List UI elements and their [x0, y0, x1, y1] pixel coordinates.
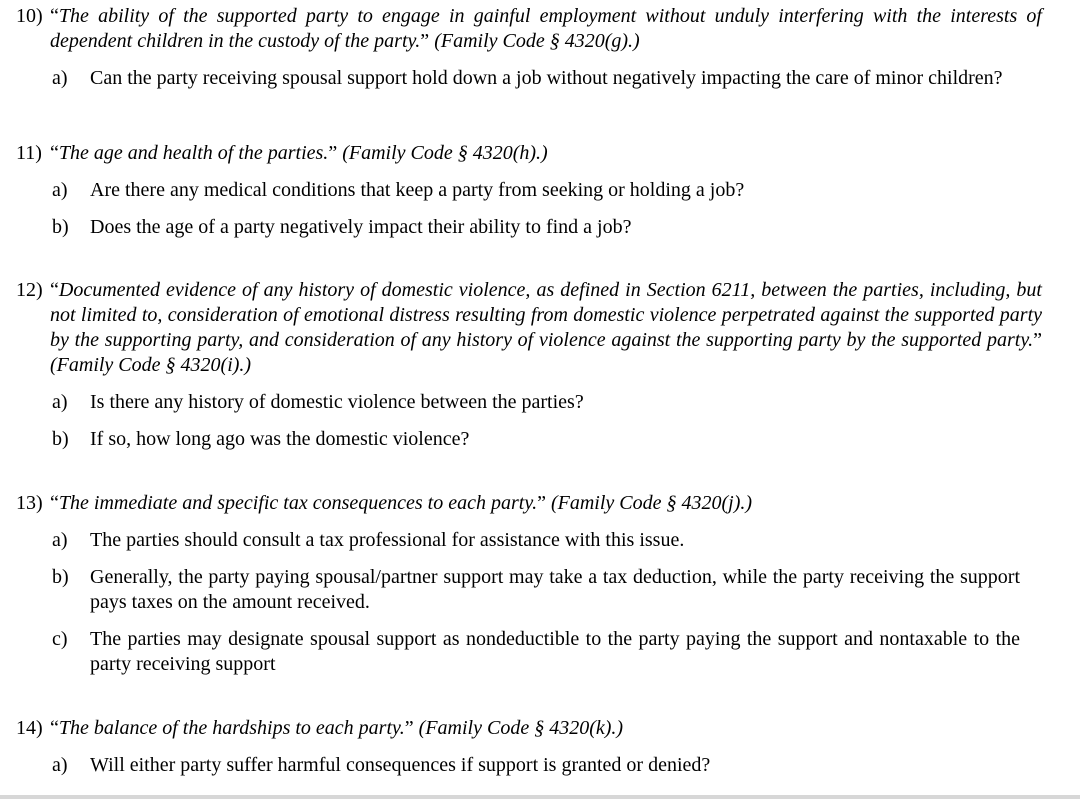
bottom-divider [0, 795, 1080, 799]
sub-letter: a) [52, 391, 68, 413]
sub-letter: a) [52, 67, 68, 89]
item-number: 14) [16, 717, 43, 739]
question-11: 11) “The age and health of the parties.” (Family Code § 4320(h).) [0, 141, 1060, 166]
sub-text: Can the party receiving spousal support hold down a job without negatively impacting the care of minor children? [90, 67, 1003, 89]
statute-citation: (Family Code § 4320(g).) [434, 30, 640, 52]
sub-question-11a [0, 178, 1060, 203]
list-item-10 [0, 4, 1060, 91]
sub-text: Is there any history of domestic violence between the parties? [90, 391, 584, 413]
list-item-13 [0, 491, 1060, 677]
sub-question-12b [0, 427, 1060, 452]
sub-letter: b) [52, 216, 69, 238]
sub-letter: a) [52, 754, 68, 776]
sub-text: The parties may designate spousal support as nondeductible to the party paying the support and nontaxable to the party receiving support [90, 628, 1020, 675]
sub-question-13b [0, 565, 1060, 615]
question-12: 12) “Documented evidence of any history of domestic violence, as defined in Section 6211, between the parties, including, but not limited to, consideration of emotional distress resulting from domestic violence perpetrated against the supported party by the supporting party, and consideration of any history of violence against the supporting party by the supported party.” (Family Code § 4320(i).) [0, 278, 1060, 378]
statute-quote: Documented evidence of any history of domestic violence, as defined in Section 6211, between the parties, including, but not limited to, consideration of emotional distress resulting from domestic violence perpetrated against the supported party by the supporting party, and consideration of any history of violence against the supporting party by the supported party. [50, 279, 1042, 351]
item-number: 12) [16, 279, 43, 301]
sub-question-10a [0, 66, 1060, 91]
statute-citation: (Family Code § 4320(j).) [550, 492, 753, 514]
item-number: 11) [16, 142, 42, 164]
sub-question-12a [0, 390, 1060, 415]
item-number: 13) [16, 492, 43, 514]
sub-letter: b) [52, 566, 69, 588]
sub-letter: a) [52, 529, 68, 551]
statute-quote: The immediate and specific tax consequences to each party. [58, 492, 538, 514]
statute-citation: (Family Code § 4320(k).) [418, 717, 624, 739]
statute-quote: The balance of the hardships to each party. [58, 717, 405, 739]
sub-text: If so, how long ago was the domestic violence? [90, 428, 470, 450]
sub-question-11b [0, 215, 1060, 240]
statute-quote: The age and health of the parties. [58, 142, 329, 164]
sub-text: Does the age of a party negatively impact their ability to find a job? [90, 216, 632, 238]
item-number: 10) [16, 5, 43, 27]
sub-letter: a) [52, 179, 68, 201]
question-13: 13) “The immediate and specific tax consequences to each party.” (Family Code § 4320(j).) [0, 491, 1060, 516]
statute-quote: The ability of the supported party to engage in gainful employment without unduly interfering with the interests of dependent children in the custody of the party. [50, 5, 1042, 52]
sub-text: Will either party suffer harmful consequences if support is granted or denied? [90, 754, 711, 776]
sub-letter: b) [52, 428, 69, 450]
statute-citation: (Family Code § 4320(h).) [342, 142, 548, 164]
sub-question-14a [0, 753, 1060, 778]
sub-letter: c) [52, 628, 68, 650]
sub-text: Are there any medical conditions that keep a party from seeking or holding a job? [90, 179, 745, 201]
list-item-14 [0, 716, 1060, 778]
statute-citation: (Family Code § 4320(i).) [50, 354, 252, 376]
sub-text: The parties should consult a tax professional for assistance with this issue. [90, 529, 685, 551]
question-10: 10) “The ability of the supported party to engage in gainful employment without unduly interfering with the interests of dependent children in the custody of the party.” (Family Code § 4320(g).) [0, 4, 1060, 54]
question-14: 14) “The balance of the hardships to each party.” (Family Code § 4320(k).) [0, 716, 1060, 741]
sub-text: Generally, the party paying spousal/partner support may take a tax deduction, while the party receiving the support pays taxes on the amount received. [90, 566, 1020, 613]
sub-question-13c [0, 627, 1060, 677]
list-item-12 [0, 278, 1060, 452]
sub-question-13a [0, 528, 1060, 553]
list-item-11 [0, 141, 1060, 240]
